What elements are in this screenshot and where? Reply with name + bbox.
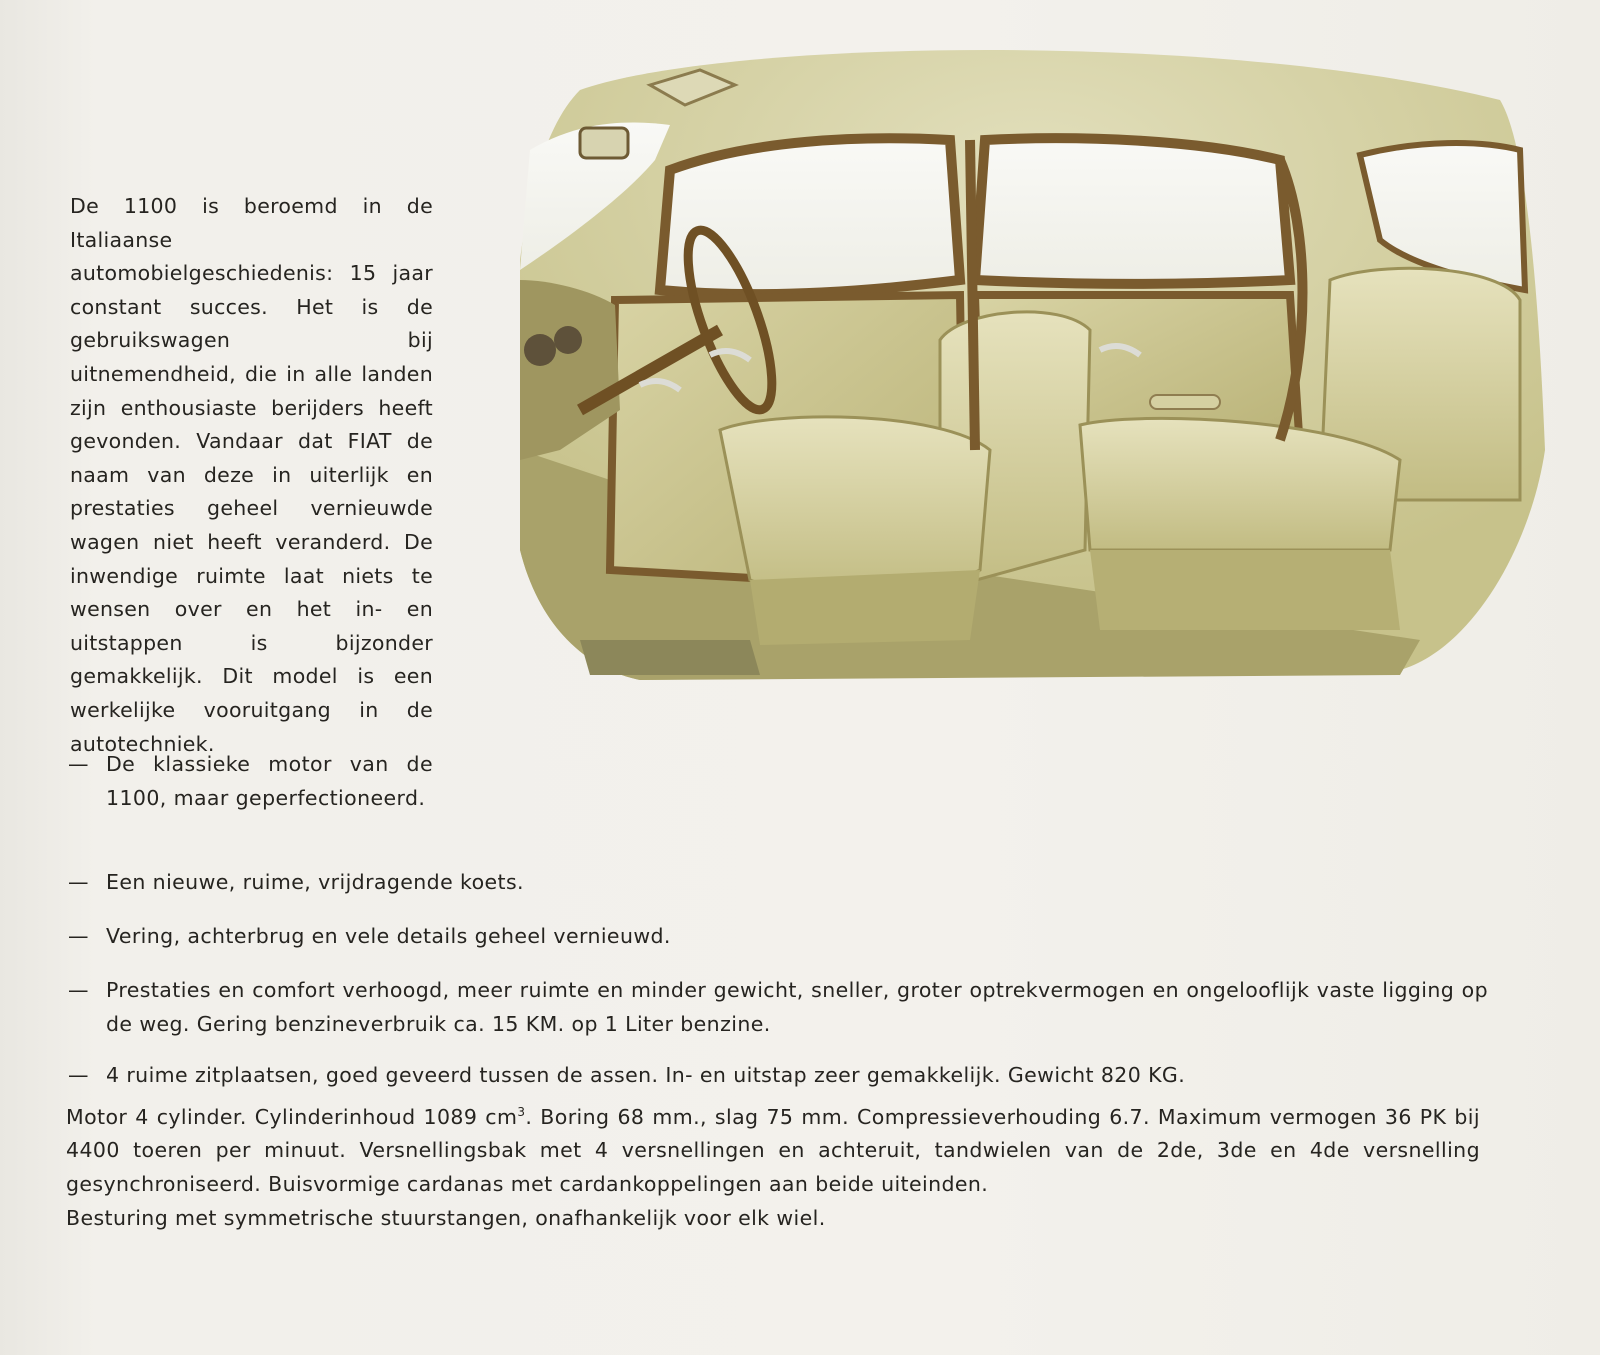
rear-seat-base [1090,550,1400,630]
bullet-text: Prestaties en comfort verhoogd, meer ruimte en minder gewicht, sneller, groter optrekvermogen en ongelooflijk vaste ligging op de weg. Gering benzineverbruik ca. 15 KM. op 1 Liter benzine. [106,978,1488,1036]
front-door-window [660,138,960,294]
bullet-text: 4 ruime zitplaatsen, goed geveerd tussen de assen. In- en uitstap zeer gemakkelijk. Gewicht 820 KG. [106,1063,1186,1087]
floor-mat [580,640,760,675]
bullet-dash: — [68,1063,89,1087]
specs-last-line: Besturing met symmetrische stuurstangen, onafhankelijk voor elk wiel. [66,1205,826,1230]
gauge [554,326,582,354]
bullet-dash: — [68,924,89,948]
bullet-text: Vering, achterbrug en vele details geheel vernieuwd. [106,924,671,948]
rear-view-mirror [580,128,628,158]
technical-specs [66,1096,1480,1235]
bullet-dash: — [68,870,89,894]
rear-door-window [975,138,1290,284]
specs-text: Motor 4 cylinder. Cylinderinhoud 1089 cm [66,1104,518,1129]
gauge [524,334,556,366]
bullet-dash: — [68,752,89,776]
bullet-dash: — [68,978,89,1002]
bullet-item [68,920,828,954]
intro-paragraph: De 1100 is beroemd in de Italiaanse automobielgeschiedenis: 15 jaar constant succes. Het is de gebruikswagen bij uitnemendheid, die in alle landen zijn enthousiaste berijders heeft gevonden. Vandaar dat FIAT de naam van deze in uiterlijk en prestaties geheel vernieuwde wagen niet heeft veranderd. De inwendige ruimte laat niets te wensen over en het in- en uitstappen is bijzonder gemakkelijk. Dit model is een werkelijke vooruitgang in de autotechniek. [70,194,433,756]
front-seat-cushion [720,417,990,594]
armrest [1150,395,1220,409]
front-seat-base [750,570,980,645]
bullet-text: De klassieke motor van de 1100, maar geperfectioneerd. [106,752,433,810]
specs-superscript: 3 [517,1105,526,1119]
bullet-item [68,748,433,815]
bullet-item [68,1059,1368,1093]
bullet-item [68,866,708,900]
car-interior-illustration [520,30,1550,690]
b-pillar-trim [970,140,975,450]
bullet-text: Een nieuwe, ruime, vrijdragende koets. [106,870,524,894]
specs-text: . Boring 68 mm., slag 75 mm. Compressieverhouding 6.7. Maximum vermogen 36 PK bij 4400 toeren per minuut. Versnellingsbak met 4 versnellingen en achteruit, tandwielen van de 2de, 3de en 4de versnelling gesynchroniseerd. Buisvormige cardanas met cardankoppelingen aan beide uiteinden. [66,1104,1480,1197]
bullet-item [68,974,1488,1041]
